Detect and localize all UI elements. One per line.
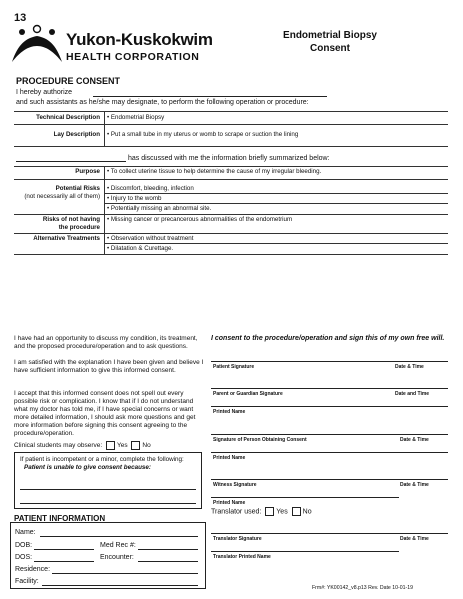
patient-signature-label: Patient Signature [213, 364, 255, 370]
date-time-label: Date & Time [395, 364, 424, 370]
provider-name-field[interactable] [16, 161, 126, 162]
purpose-label: Purpose [75, 168, 100, 175]
guardian-signature-field[interactable] [211, 388, 448, 389]
translator-yes-checkbox[interactable] [265, 507, 274, 516]
form-number: Frm#: YK00142_v8.p13 Rev. Date 10-01-19 [312, 585, 414, 591]
date-time-label: Date & Time [400, 482, 429, 488]
witness-printed-name-field[interactable] [211, 497, 399, 498]
name-field[interactable] [40, 536, 198, 537]
witness-signature-field[interactable] [211, 479, 448, 480]
form-title: Endometrial Biopsy [283, 30, 377, 41]
tech-desc-value: • Endometrial Biopsy [107, 114, 165, 121]
date-time-label: Date & Time [400, 437, 429, 443]
med-rec-field[interactable] [138, 549, 198, 550]
form-subtitle: Consent [310, 43, 350, 54]
lay-desc-label: Lay Description [53, 131, 100, 138]
date-time-label: Date and Time [395, 391, 430, 397]
students-observe: Clinical students may observe: Yes No [14, 442, 151, 450]
statement-2: I am satisfied with the explanation I have been given and believe I have sufficient information to give this informed consent. [14, 359, 204, 374]
translator-signature-field[interactable] [211, 533, 448, 534]
med-rec-label: Med Rec #: [100, 542, 136, 549]
patient-info-title: PATIENT INFORMATION [14, 514, 106, 523]
purpose-value: • To collect uterine tissue to help determine the cause of my irregular bleeding. [107, 168, 322, 175]
obtaining-printed-name-field[interactable] [211, 452, 448, 453]
patient-signature-field[interactable] [211, 361, 448, 362]
translator-no-checkbox[interactable] [292, 507, 301, 516]
dob-label: DOB: [15, 542, 33, 549]
org-subtitle: HEALTH CORPORATION [66, 51, 200, 63]
date-time-label: Date & Time [400, 536, 429, 542]
witness-signature-label: Witness Signature [213, 482, 257, 488]
not-having-label-2: the procedure [58, 224, 100, 231]
translator-signature-label: Translator Signature [213, 536, 262, 542]
statement-3: I accept that this informed consent does not spell out every possible risk or complication. I know that if I do not understand what my doctor has told me, if I have special concerns or want more detailed information, I should ask more questions and get more information before signing this consent agreeing to the procedure/operation. [14, 390, 196, 437]
facility-label: Facility: [15, 578, 39, 585]
alternative-item: • Dilatation & Curettage. [107, 245, 174, 252]
dos-field[interactable] [34, 561, 94, 562]
not-having-label: Risks of not having [42, 216, 100, 223]
section-title: PROCEDURE CONSENT [16, 76, 121, 86]
minor-reason-line-1[interactable] [20, 489, 196, 490]
obtaining-signature-label: Signature of Person Obtaining Consent [213, 437, 307, 443]
alternatives-label: Alternative Treatments [33, 235, 100, 242]
lay-desc-value: • Put a small tube in my uterus or womb to scrape or suction the lining [107, 131, 299, 138]
physician-name-field[interactable] [93, 96, 327, 97]
statement-1: I have had an opportunity to discuss my condition, its treatment, and the proposed procedure/operation and to ask questions. [14, 335, 198, 350]
consent-statement: I consent to the procedure/operation and sign this of my own free will. [211, 335, 445, 342]
assistants-text: and such assistants as he/she may designate, to perform the following operation or procedure: [16, 99, 309, 106]
translator-printed-name-field[interactable] [211, 551, 399, 552]
dos-label: DOS: [15, 554, 33, 561]
minor-reason-line-2[interactable] [20, 503, 196, 504]
risks-sublabel: (not necessarily all of them) [24, 193, 100, 200]
risks-label: Potential Risks [55, 185, 100, 192]
page-number: 13 [14, 12, 27, 24]
discussed-text: has discussed with me the information briefly summarized below: [128, 155, 330, 162]
printed-name-label: Printed Name [213, 500, 246, 506]
students-no-checkbox[interactable] [131, 441, 140, 450]
minor-instructions: If patient is incompetent or a minor, complete the following: [20, 456, 184, 463]
risk-item: • Injury to the womb [107, 195, 162, 202]
translator-printed-name-label: Translator Printed Name [213, 554, 271, 560]
translator-used: Translator used: Yes No [211, 508, 312, 516]
residence-label: Residence: [15, 566, 51, 573]
tech-desc-label: Technical Description [36, 114, 100, 121]
risk-item: • Discomfort, bleeding, infection [107, 185, 194, 192]
facility-field[interactable] [42, 585, 198, 586]
printed-name-label: Printed Name [213, 409, 246, 415]
dob-field[interactable] [34, 549, 94, 550]
printed-name-label: Printed Name [213, 455, 246, 461]
risk-item: • Potentially missing an abnormal site. [107, 205, 212, 212]
logo-people-icon [8, 24, 66, 64]
minor-consent-box [14, 452, 202, 509]
org-name: Yukon-Kuskokwim [66, 30, 213, 49]
name-label: Name: [15, 529, 36, 536]
guardian-printed-name-field[interactable] [211, 406, 448, 407]
alternative-item: • Observation without treatment [107, 235, 194, 242]
residence-field[interactable] [52, 573, 198, 574]
guardian-signature-label: Parent or Guardian Signature [213, 391, 283, 397]
encounter-field[interactable] [138, 561, 198, 562]
encounter-label: Encounter: [100, 554, 134, 561]
not-having-value: • Missing cancer or precancerous abnormalities of the endometrium [107, 216, 293, 223]
authorize-text: I hereby authorize [16, 89, 73, 96]
obtaining-signature-field[interactable] [211, 434, 448, 435]
minor-reason-label: Patient is unable to give consent because: [24, 464, 152, 471]
students-yes-checkbox[interactable] [106, 441, 115, 450]
